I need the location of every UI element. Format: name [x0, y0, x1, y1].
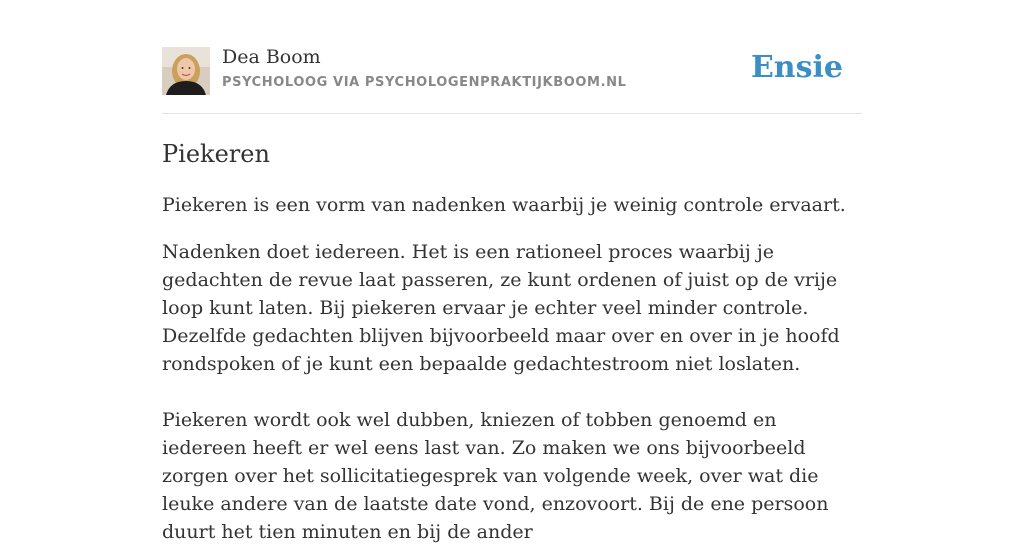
author-subtitle[interactable]: PSYCHOLOOG VIA PSYCHOLOGENPRAKTIJKBOOM.NL: [222, 75, 627, 90]
article-lead: Piekeren is een vorm van nadenken waarbij je weinig controle ervaart.: [162, 194, 846, 216]
avatar[interactable]: [162, 47, 210, 95]
author-name[interactable]: Dea Boom: [222, 46, 321, 68]
article-title: Piekeren: [162, 140, 270, 168]
brand-logo[interactable]: Ensie: [750, 50, 843, 85]
article-paragraph: Nadenken doet iedereen. Het is een rationeel proces waarbij je gedachten de revue laat passeren, ze kunt ordenen of juist op de vrije loop kunt laten. Bij piekeren ervaar je echter veel minder controle. Dezelfde gedachten blijven bijvoorbeeld maar over en over in je hoofd rondspoken of je kunt een bepaalde gedachtestroom niet loslaten.: [162, 241, 840, 375]
avatar-photo: [162, 47, 210, 95]
article-container: [162, 0, 862, 546]
author-header: [162, 0, 862, 114]
article-paragraph: Piekeren wordt ook wel dubben, kniezen of tobben genoemd en iedereen heeft er wel eens last van. Zo maken we ons bijvoorbeeld zorgen over het sollicitatiegesprek van volgende week, over wat die leuke andere van de laatste date vond, enzovoort. Bij de ene persoon duurt het tien minuten en bij de ander: [162, 409, 829, 543]
